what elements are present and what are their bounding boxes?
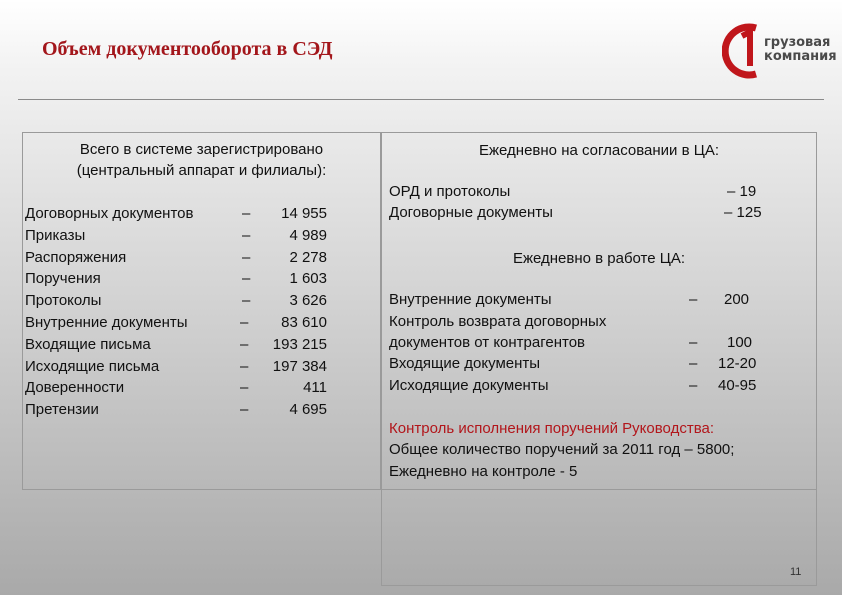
control-heading: Контроль исполнения поручений Руководства:	[389, 420, 714, 437]
registered-row-label: Приказы	[25, 226, 86, 244]
registered-row-dash: –	[242, 226, 251, 244]
registered-row-value: 193 215	[272, 335, 327, 353]
approval-row-label: Договорные документы	[389, 204, 553, 221]
registered-row-dash: –	[242, 205, 251, 222]
page-number: 11	[790, 566, 802, 578]
registered-row-label: Внутренние документы	[25, 314, 188, 331]
work-row-label: Исходящие документы	[389, 377, 549, 394]
registered-row-value: 3 626	[289, 292, 327, 310]
registered-row-label: Претензии	[25, 401, 99, 419]
work-heading: Ежедневно в работе ЦА:	[512, 250, 686, 267]
work-row-value: 12-20	[718, 355, 757, 372]
registered-row-dash: –	[240, 401, 249, 419]
work-row-value: 200	[724, 291, 750, 308]
work-row-label: Контроль возврата договорных	[389, 313, 607, 330]
work-row-dash: –	[689, 355, 698, 372]
approval-row-label: ОРД и протоколы	[389, 183, 511, 200]
left-heading	[22, 139, 381, 181]
registered-row-value: 197 384	[272, 357, 327, 375]
control-line-2: Ежедневно на контроле - 5	[389, 463, 578, 480]
work-row-dash: –	[689, 291, 698, 308]
registered-row-value: 83 610	[281, 314, 327, 331]
work-row-dash: –	[689, 377, 698, 394]
registered-row-dash: –	[240, 335, 249, 353]
work-row-label: документов от контрагентов	[389, 334, 586, 351]
approval-heading: Ежедневно на согласовании в ЦА:	[479, 142, 719, 159]
logo-mark-icon	[722, 22, 766, 80]
approval-row-value: – 125	[724, 204, 762, 221]
work-row-value: 100	[727, 334, 753, 351]
work-row-label: Входящие документы	[389, 355, 541, 372]
registered-row-label: Договорных документов	[25, 205, 194, 222]
registered-row-label: Исходящие письма	[25, 357, 160, 375]
registered-row-value: 411	[303, 379, 327, 397]
registered-row-label: Протоколы	[25, 292, 102, 310]
company-logo	[722, 22, 837, 82]
logo-text	[764, 36, 837, 64]
control-line-1: Общее количество поручений за 2011 год – 5800;	[389, 441, 735, 458]
registered-row-label: Входящие письма	[25, 335, 151, 353]
work-row-value: 40-95	[718, 377, 757, 394]
registered-row-value: 2 278	[289, 248, 327, 266]
left-heading-line-2: (центральный аппарат и филиалы):	[76, 162, 327, 179]
registered-row-value: 14 955	[281, 205, 327, 222]
daily-work-panel-extension	[381, 490, 817, 586]
registered-row-value: 4 695	[289, 401, 327, 419]
registered-row-dash: –	[240, 357, 249, 375]
title-divider	[18, 99, 824, 100]
approval-row-value: – 19	[727, 183, 757, 200]
work-row-label: Внутренние документы	[389, 291, 552, 308]
logo-line-2: компания	[764, 49, 837, 64]
registered-row-value: 1 603	[289, 270, 327, 288]
registered-row-label: Поручения	[25, 270, 101, 288]
work-row-dash: –	[689, 334, 698, 351]
logo-line-1: грузовая	[764, 35, 831, 50]
registered-row-value: 4 989	[289, 226, 327, 244]
registered-row-dash: –	[240, 314, 249, 331]
page-title: Объем документооборота в СЭД	[42, 38, 333, 60]
registered-row-dash: –	[242, 292, 251, 310]
registered-row-label: Распоряжения	[25, 248, 127, 266]
registered-row-dash: –	[242, 248, 251, 266]
registered-row-dash: –	[240, 379, 249, 397]
registered-row-dash: –	[242, 270, 251, 288]
registered-row-label: Доверенности	[25, 379, 125, 397]
left-heading-line-1: Всего в системе зарегистрировано	[79, 141, 324, 158]
